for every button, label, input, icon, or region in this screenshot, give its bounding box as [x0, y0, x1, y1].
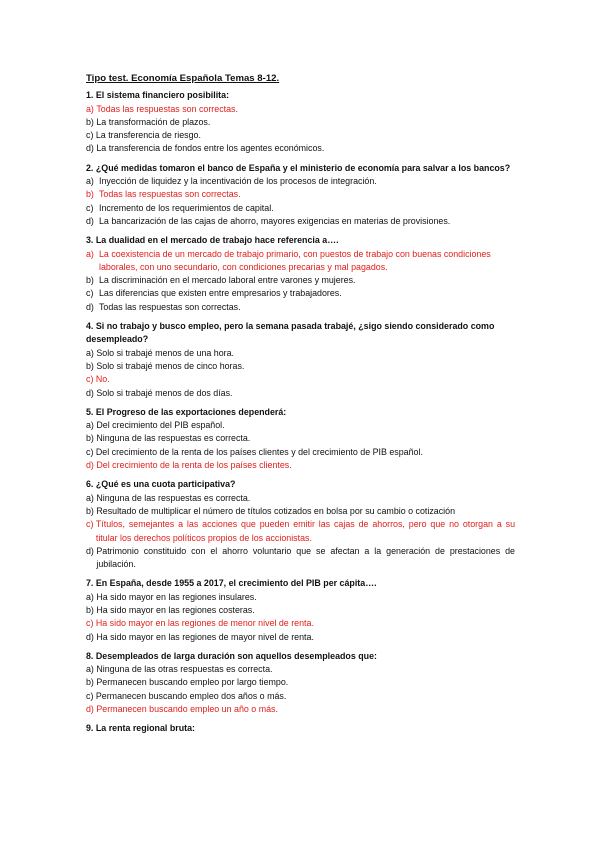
question-4	[86, 320, 515, 400]
question-2	[86, 162, 515, 228]
option-letter: c)	[86, 288, 94, 299]
option-text: Ha sido mayor en las regiones costeras.	[96, 604, 255, 615]
answer-option	[86, 175, 515, 188]
option-text: La discriminación en el mercado laboral entre varones y mujeres.	[99, 275, 356, 286]
question-text: 4. Si no trabajo y busco empleo, pero la semana pasada trabajé, ¿sigo siendo considerado como desempleado?	[86, 321, 495, 345]
option-text: Todas las respuestas son correctas.	[96, 103, 238, 114]
option-text: Ninguna de las respuestas es correcta.	[96, 433, 251, 444]
option-letter: d)	[86, 301, 94, 312]
answer-option	[86, 545, 515, 572]
option-text: Todas las respuestas son correctas.	[99, 301, 241, 312]
option-text: La transferencia de fondos entre los agentes económicos.	[96, 143, 325, 154]
option-letter: d)	[86, 704, 97, 715]
option-text: Del crecimiento del PIB español.	[96, 420, 225, 431]
question-6	[86, 478, 515, 571]
option-text: Títulos, semejantes a las acciones que pueden emitir las cajas de ahorros, pero que no otorgan a su titular los derechos políticos propios de los accionistas.	[95, 519, 515, 543]
question-3	[86, 234, 515, 314]
answer-option-correct	[86, 103, 515, 116]
question-text: 3. La dualidad en el mercado de trabajo hace referencia a….	[86, 235, 339, 246]
option-letter: c)	[86, 519, 96, 530]
answer-option	[86, 505, 515, 518]
answer-option	[86, 129, 515, 142]
answer-option	[86, 116, 515, 129]
option-text: La transformación de plazos.	[96, 116, 211, 127]
answer-option	[86, 631, 515, 644]
answer-option	[86, 301, 515, 314]
option-text: Permanecen buscando empleo un año o más.	[96, 704, 278, 715]
option-letter: b)	[86, 505, 97, 516]
answer-option	[86, 604, 515, 617]
answer-option-correct	[86, 703, 515, 716]
option-letter: b)	[86, 189, 94, 200]
option-letter: b)	[86, 677, 97, 688]
answer-option	[86, 446, 515, 459]
answer-option	[86, 215, 515, 228]
option-text: Ha sido mayor en las regiones de mayor nivel de renta.	[96, 631, 314, 642]
answer-option	[86, 432, 515, 445]
answer-option	[86, 287, 515, 300]
question-9	[86, 722, 515, 735]
option-text: Ninguna de las otras respuestas es correcta.	[96, 664, 273, 675]
option-letter: a)	[86, 347, 97, 358]
option-text: Ha sido mayor en las regiones insulares.	[96, 591, 257, 602]
answer-option-correct	[86, 373, 515, 386]
answer-option	[86, 347, 515, 360]
question-list	[86, 89, 515, 735]
question-text: 6. ¿Qué es una cuota participativa?	[86, 479, 236, 490]
question-5	[86, 406, 515, 472]
option-letter: a)	[86, 103, 97, 114]
option-letter: d)	[86, 215, 94, 226]
question-text: 2. ¿Qué medidas tomaron el banco de España y el ministerio de economía para salvar a los bancos?	[86, 162, 511, 173]
question-text: 1. El sistema financiero posibilita:	[86, 90, 230, 101]
answer-option-correct	[86, 459, 515, 472]
question-text: 5. El Progreso de las exportaciones dependerá:	[86, 406, 287, 417]
answer-option-correct	[86, 248, 515, 275]
option-letter: d)	[86, 631, 97, 642]
option-text: Incremento de los requerimientos de capital.	[99, 202, 274, 213]
option-text: No.	[95, 374, 110, 385]
option-text: Solo si trabajé menos de cinco horas.	[96, 360, 245, 371]
option-letter: c)	[86, 618, 96, 629]
answer-option	[86, 676, 515, 689]
option-letter: c)	[86, 690, 96, 701]
option-letter: b)	[86, 116, 97, 127]
answer-option	[86, 690, 515, 703]
option-letter: c)	[86, 446, 96, 457]
document-page	[86, 72, 515, 742]
answer-option-correct	[86, 617, 515, 630]
option-text: Todas las respuestas son correctas.	[99, 189, 241, 200]
option-letter: a)	[86, 248, 94, 259]
option-text: Inyección de liquidez y la incentivación de los procesos de integración.	[99, 176, 377, 187]
option-letter: a)	[86, 591, 97, 602]
answer-option	[86, 274, 515, 287]
option-text: La bancarización de las cajas de ahorro, mayores exigencias en materias de provisiones.	[99, 215, 451, 226]
answer-option	[86, 492, 515, 505]
option-letter: a)	[86, 492, 97, 503]
question-7	[86, 577, 515, 643]
option-letter: c)	[86, 130, 96, 141]
option-text: Las diferencias que existen entre empresarios y trabajadores.	[99, 288, 342, 299]
answer-option-correct	[86, 188, 515, 201]
answer-option	[86, 387, 515, 400]
option-text: Del crecimiento de la renta de los países clientes.	[96, 460, 292, 471]
answer-option	[86, 360, 515, 373]
option-letter: d)	[86, 143, 97, 154]
question-text: 8. Desempleados de larga duración son aquellos desempleados que:	[86, 650, 377, 661]
option-text: Ninguna de las respuestas es correcta.	[96, 492, 251, 503]
answer-option	[86, 142, 515, 155]
answer-option	[86, 591, 515, 604]
document-title: Tipo test. Economía Española Temas 8-12.	[86, 73, 280, 84]
option-letter: b)	[86, 604, 97, 615]
option-letter: c)	[86, 374, 96, 385]
option-text: La transferencia de riesgo.	[95, 130, 201, 141]
option-letter: d)	[86, 545, 97, 556]
option-letter: b)	[86, 433, 97, 444]
option-letter: c)	[86, 202, 94, 213]
option-text: La coexistencia de un mercado de trabajo primario, con puestos de trabajo con buenas condiciones laborales, con uno secundario, con condiciones precarias y mal pagados.	[99, 248, 491, 272]
option-letter: a)	[86, 664, 97, 675]
question-8	[86, 650, 515, 716]
option-letter: b)	[86, 360, 97, 371]
option-letter: b)	[86, 275, 94, 286]
option-text: Permanecen buscando empleo por largo tiempo.	[96, 677, 289, 688]
option-text: Solo si trabajé menos de dos días.	[96, 387, 233, 398]
option-letter: a)	[86, 176, 94, 187]
option-letter: d)	[86, 460, 97, 471]
answer-option	[86, 419, 515, 432]
question-1	[86, 89, 515, 155]
option-text: Patrimonio constituido con el ahorro voluntario que se afectan a la generación de prestaciones de jubilación.	[96, 545, 515, 570]
option-letter: a)	[86, 420, 97, 431]
option-text: Ha sido mayor en las regiones de menor nivel de renta.	[95, 618, 314, 629]
option-text: Resultado de multiplicar el número de títulos cotizados en bolsa por su cambio o cotización	[96, 505, 456, 516]
answer-option-correct	[86, 518, 515, 545]
answer-option	[86, 663, 515, 676]
option-text: Solo si trabajé menos de una hora.	[96, 347, 235, 358]
question-text: 9. La renta regional bruta:	[86, 723, 195, 734]
question-text: 7. En España, desde 1955 a 2017, el crecimiento del PIB per cápita….	[86, 578, 377, 589]
option-text: Permanecen buscando empleo dos años o más.	[95, 690, 287, 701]
option-text: Del crecimiento de la renta de los países clientes y del crecimiento de PIB español.	[95, 446, 423, 457]
option-letter: d)	[86, 387, 97, 398]
answer-option	[86, 202, 515, 215]
